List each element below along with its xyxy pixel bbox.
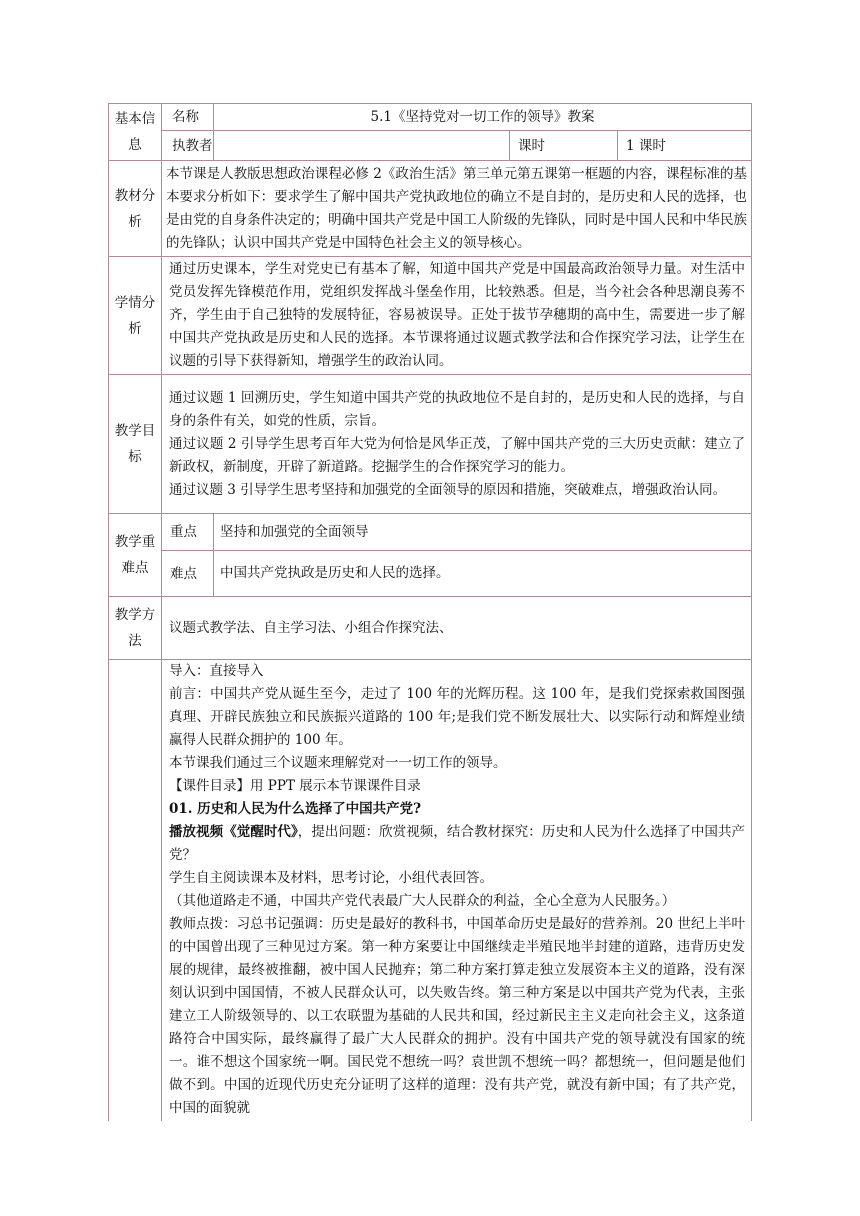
teacher-label: 执教者: [162, 131, 214, 161]
process-teacher-note: 教师点拨：习总书记强调：历史是最好的教科书，中国革命历史是最好的营养剂。20 世纪上半叶的中国曾出现了三种见过方案。第一种方案要让中国继续走半殖民地半封建的道路，违背历史发展的规律，最终被推翻，被中国人民抛弃；第二种方案打算走独立发展资本主义的道路，没有深刻认识到中国国情，不被人民群众认可，以失败告终。第三种方案是以中国共产党为代表，主张建立工人阶级领导的、以工农联盟为基础的人民共和国，经过新民主主义走向社会主义，这条道路符合中国实际，最终赢得了最广大人民群众的拥护。没有中国共产党的领导就没有国家的统一。谁不想这个国家统一啊。国民党不想统一吗？袁世凯不想统一吗？都想统一，但问题是他们做不到。中国的近现代历史充分证明了这样的道理：没有共产党，就没有新中国；有了共产党，中国的面貌就: [169, 916, 746, 1116]
key-text: 坚持和加强党的全面领导: [214, 514, 752, 551]
video-title: 播放视频《觉醒时代》: [169, 824, 298, 840]
period-value: 1 课时: [618, 131, 752, 161]
materials-text: 本节课是人教版思想政治课程必修 2《政治生活》第三单元第五课第一框题的内容，课程标准的基本要求分析如下：要求学生了解中国共产党执政地位的确立不是自封的，是历史和人民的选择，也是由党的自身条件决定的；明确中国共产党是中国工人阶级的先锋队，同时是中国人民和中华民族的先锋队；认识中国共产党是中国特色社会主义的领导核心。: [162, 161, 752, 257]
goal-item: 通过议题 3 引导学生思考坚持和加强党的全面领导的原因和措施，突破难点，增强政治认同。: [169, 481, 727, 498]
goal-item: 通过议题 2 引导学生思考百年大党为何恰是风华正茂，了解中国共产党的三大历史贡献：建立了新政权，新制度，开辟了新道路。挖掘学生的合作探究学习的能力。: [169, 435, 746, 475]
period-label: 课时: [510, 131, 618, 161]
diff-text: 中国共产党执政是历史和人民的选择。: [214, 551, 752, 597]
keypoints-label: 教学重难点: [109, 514, 162, 597]
process-content: [162, 660, 752, 1122]
basic-info-label: 基本信息: [109, 104, 162, 161]
lesson-title: 5.1《坚持党对一切工作的领导》教案: [214, 104, 752, 131]
goal-item: 通过议题 1 回溯历史，学生知道中国共产党的执政地位不是自封的，是历史和人民的选择，与自身的条件有关，如党的性质，宗旨。: [169, 389, 746, 429]
teacher-value: [214, 131, 510, 161]
video-question: ，提出问题：欣赏视频，结合教材探究：历史和人民为什么选择了中国共产党？: [169, 824, 746, 863]
name-label: 名称: [162, 104, 214, 131]
process-self-study: 学生自主阅读课本及材料，思考讨论，小组代表回答。: [169, 870, 493, 886]
process-video: [169, 821, 745, 867]
lesson-plan-table: [108, 103, 752, 1121]
students-text: 通过历史课本，学生对党史已有基本了解，知道中国共产党是中国最高政治领导力量。对生活中党员发挥先锋模范作用，党组织发挥战斗堡垒作用，比较熟悉。但是，当今社会各种思潮良莠不齐，学生由于自己独特的发展特征，容易被误导。正处于拔节孕穗期的高中生，需要进一步了解中国共产党执政是历史和人民的选择。本节课将通过议题式教学法和合作探究学习法，让学生在议题的引导下获得新知，增强学生的政治认同。: [162, 257, 752, 375]
process-intro: 导入：直接导入: [169, 663, 264, 679]
key-label: 重点: [162, 514, 214, 551]
goals-label: 教学目标: [109, 375, 162, 514]
topic-1-heading: 01. 历史和人民为什么选择了中国共产党?: [169, 801, 422, 817]
process-answer: （其他道路走不通，中国共产党代表最广大人民群众的利益，全心全意为人民服务。）: [169, 893, 676, 909]
process-catalog: 【课件目录】用 PPT 展示本节课课件目录: [169, 778, 421, 794]
students-label: 学情分析: [109, 257, 162, 375]
materials-label: 教材分析: [109, 161, 162, 257]
goals-text: [162, 375, 752, 514]
methods-text: 议题式教学法、自主学习法、小组合作探究法、: [162, 597, 752, 660]
methods-label: 教学方法: [109, 597, 162, 660]
process-plan: 本节课我们通过三个议题来理解党对一一切工作的领导。: [169, 755, 507, 771]
diff-label: 难点: [162, 551, 214, 597]
process-label: [109, 660, 162, 1122]
process-preface: 前言：中国共产党从诞生至今，走过了 100 年的光辉历程。这 100 年，是我们党探索救国图强真理、开辟民族独立和民族振兴道路的 100 年;是我们党不断发展壮大、以实际行动和辉煌业绩赢得人民群众拥护的 100 年。: [169, 686, 746, 748]
lesson-plan-page: [108, 103, 751, 1121]
